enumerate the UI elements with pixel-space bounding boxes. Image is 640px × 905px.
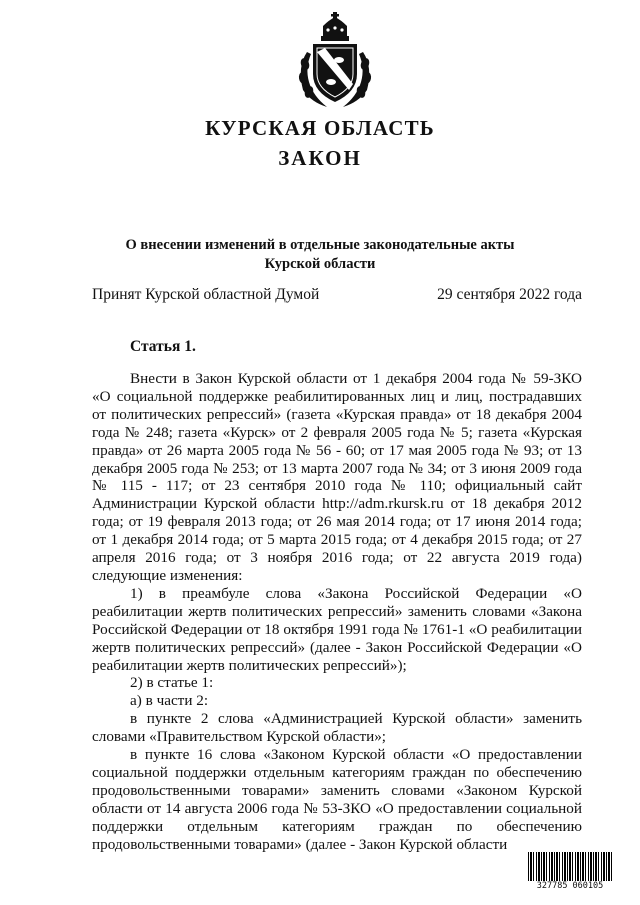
article-body bbox=[92, 370, 582, 853]
adoption-line bbox=[92, 286, 582, 304]
paragraph-item-2: 2) в статье 1: bbox=[130, 674, 214, 692]
barcode-icon bbox=[528, 852, 612, 892]
law-title-line-1: О внесении изменений в отдельные законодательные акты bbox=[125, 237, 515, 253]
article-heading: Статья 1. bbox=[130, 338, 196, 355]
paragraph-point-2: в пункте 2 слова «Администрацией Курской области» заменить словами «Правительством Курской области»; bbox=[92, 710, 582, 746]
law-title-line-2: Курской области bbox=[264, 256, 376, 272]
law-title bbox=[0, 236, 640, 274]
region-heading: КУРСКАЯ ОБЛАСТЬ bbox=[205, 116, 435, 140]
barcode-number: 327785 060105 bbox=[528, 881, 612, 891]
shield-icon bbox=[313, 44, 357, 102]
adoption-text: Принят Курской областной Думой bbox=[92, 286, 320, 303]
paragraph-subitem-a: а) в части 2: bbox=[130, 692, 209, 710]
barcode-bars bbox=[528, 852, 612, 882]
coat-of-arms-icon bbox=[293, 12, 377, 110]
paragraph-point-16: в пункте 16 слова «Законом Курской области «О предоставлении социальной поддержки отдельным категориям граждан по обеспечению продовольственными товарами» заменить словами «Законом Курской области от 14 августа 2006 года № 53-ЗКО «О предоставлении социальной поддержки отдельным категориям граждан по обеспечению продовольственными товарами» (далее - Закон Курской области bbox=[92, 746, 582, 853]
adoption-date: 29 сентября 2022 года bbox=[437, 286, 582, 303]
paragraph-intro: Внести в Закон Курской области от 1 декабря 2004 года № 59-ЗКО «О социальной поддержке реабилитированных лиц и лиц, пострадавших от политических репрессий» (газета «Курская правда» от 18 декабря 2004 года № 248; газета «Курск» от 2 февраля 2005 года № 5; газета «Курская правда» от 26 марта 2005 года № 56 - 60; от 17 мая 2005 года № 93; от 13 декабря 2005 года № 253; от 13 марта 2007 года № 34; от 3 июня 2009 года № 115 - 117; от 23 сентября 2010 года № 110; официальный сайт Администрации Курской области http://adm.rkursk.ru от 18 декабря 2012 года; от 19 февраля 2013 года; от 26 мая 2014 года; от 17 июня 2014 года; от 1 декабря 2014 года; от 5 марта 2015 года; от 4 декабря 2015 года; от 27 апреля 2016 года; от 3 ноября 2016 года; от 22 августа 2019 года) следующие изменения: bbox=[92, 370, 582, 584]
paragraph-item-1: 1) в преамбуле слова «Закона Российской Федерации «О реабилитации жертв политических репрессий» заменить словами «Закона Российской Федерации от 18 октября 1991 года № 1761-1 «О реабилитации жертв политических репрессий» (далее - Закон Российской Федерации «О реабилитации жертв политических репрессий»); bbox=[92, 584, 582, 674]
crown-icon bbox=[321, 12, 349, 41]
document-type-heading: ЗАКОН bbox=[278, 146, 362, 170]
